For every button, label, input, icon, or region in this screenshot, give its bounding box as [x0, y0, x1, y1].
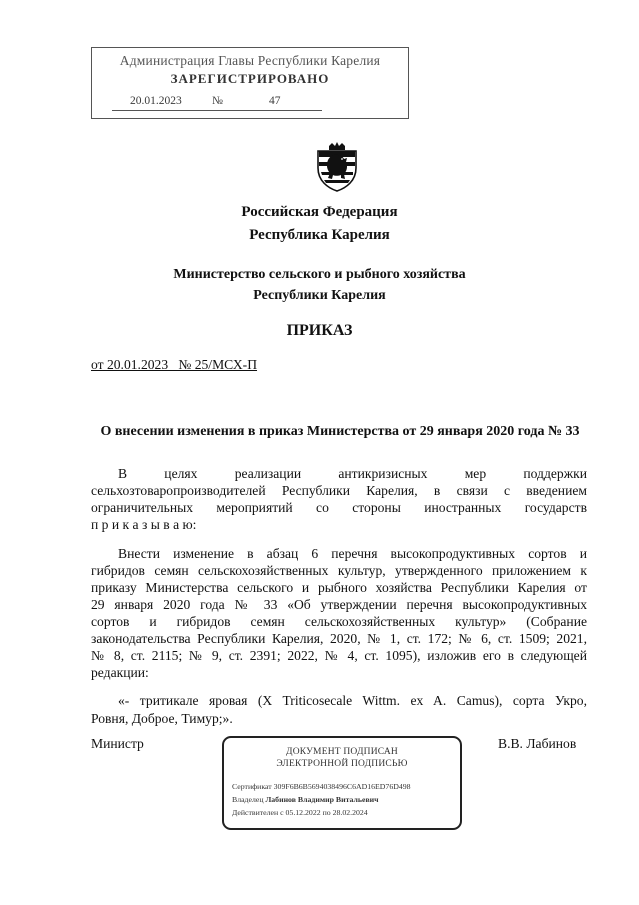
- esign-validity-row: [232, 808, 368, 817]
- signatory-position: Министр: [91, 736, 144, 751]
- text-line: гибридов семян сельскохозяйственных культур, утвержденного приложением к: [91, 563, 587, 578]
- header-ministry-line1: Министерство сельского и рыбного хозяйства: [173, 267, 466, 282]
- esign-valid-to-label: по: [322, 808, 331, 817]
- esign-cert-value: 309F6B6B5694038496C6AD16ED76D498: [273, 782, 411, 791]
- text-line: 29 января 2020 года № 33 «Об утверждении перечня высокопродуктивных: [91, 597, 587, 612]
- stamp-date: 20.01.2023: [130, 95, 182, 107]
- esign-owner-row: [232, 795, 379, 804]
- esign-valid-from: 05.12.2022: [285, 808, 321, 817]
- doc-date-number: от 20.01.2023 № 25/МСХ-П: [91, 357, 258, 372]
- text-line: № 8, ст. 2115; № 9, ст. 2391; 2022, № 4, ст. 1095), изложив его в следующей: [91, 648, 587, 663]
- esign-title-line2: ЭЛЕКТРОННОЙ ПОДПИСЬЮ: [276, 759, 408, 769]
- header-ministry-line2: Республики Карелия: [253, 288, 386, 303]
- signatory-name: В.В. Лабинов: [498, 736, 577, 751]
- text-line: п р и к а з ы в а ю:: [91, 517, 197, 532]
- text-line: Ровня, Доброе, Тимур;».: [91, 711, 233, 726]
- esign-owner-label: Владелец: [232, 795, 264, 804]
- text-line: сельхозтоваропроизводителей Республики Карелия, в связи с введением: [91, 483, 587, 498]
- text-line: «- тритикале яровая (X Triticosecale Wittm. ex A. Camus), сорта Укро,: [118, 693, 587, 708]
- text-line: приказу Министерства сельского и рыбного хозяйства Республики Карелия от: [91, 580, 587, 595]
- coat-of-arms-icon: [314, 142, 360, 192]
- esign-valid-to: 28.02.2024: [332, 808, 368, 817]
- text-line: Внести изменение в абзац 6 перечня высокопродуктивных сортов и: [118, 546, 587, 561]
- header-country: Российская Федерация: [241, 204, 398, 220]
- esign-cert-label: Сертификат: [232, 782, 272, 791]
- doc-type: ПРИКАЗ: [286, 322, 353, 339]
- header-republic: Республика Карелия: [249, 227, 390, 243]
- electronic-signature-stamp: [222, 736, 462, 830]
- doc-title: О внесении изменения в приказ Министерства от 29 января 2020 года № 33: [100, 424, 580, 439]
- text-line: ограничительных мероприятий со стороны иностранных государств: [91, 500, 587, 515]
- text-line: редакции:: [91, 665, 149, 680]
- esign-certificate-row: [232, 782, 411, 791]
- esign-title-line1: ДОКУМЕНТ ПОДПИСАН: [286, 747, 398, 757]
- esign-valid-label: Действителен с: [232, 808, 284, 817]
- text-line: законодательства Республики Карелия, 2020, № 1, ст. 172; № 6, ст. 1509; 2021,: [91, 631, 587, 646]
- stamp-organization: Администрация Главы Республики Карелия: [119, 53, 381, 68]
- stamp-number-label: №: [212, 95, 223, 107]
- text-line: сортов и гибридов семян сельскохозяйственных культур» (Собрание: [91, 614, 587, 629]
- stamp-registration-line: [112, 95, 322, 111]
- stamp-number: 47: [269, 95, 281, 107]
- text-line: В целях реализации антикризисных мер поддержки: [118, 466, 587, 481]
- stamp-status: ЗАРЕГИСТРИРОВАНО: [170, 71, 330, 86]
- registration-stamp: [91, 47, 409, 119]
- esign-owner-value: Лабинов Владимир Витальевич: [265, 795, 379, 804]
